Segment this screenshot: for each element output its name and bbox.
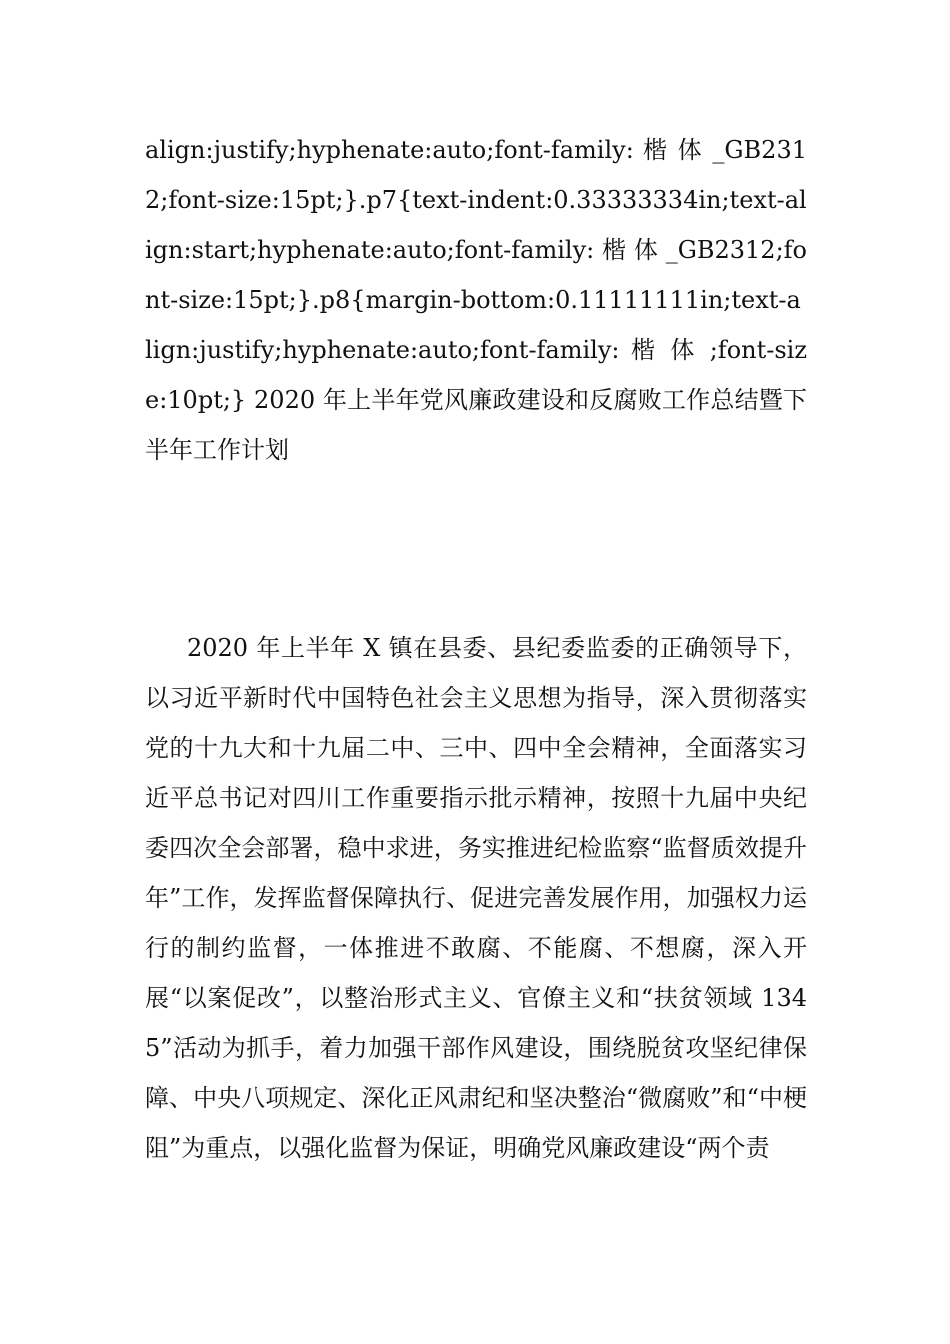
body-paragraph: 2020 年上半年 X 镇在县委、县纪委监委的正确领导下，以习近平新时代中国特色社会主义思想为指导，深入贯彻落实党的十九大和十九届二中、三中、四中全会精神，全面落实习近平总书记对四川工作重要指示批示精神，按照十九届中央纪委四次全会部署，稳中求进，务实推进纪检监察“监督质效提升年”工作，发挥监督保障执行、促进完善发展作用，加强权力运行的制约监督，一体推进不敢腐、不能腐、不想腐，深入开展“以案促改”，以整治形式主义、官僚主义和“扶贫领域 1345”活动为抓手，着力加强干部作风建设，围绕脱贫攻坚纪律保障、中央八项规定、深化正风肃纪和坚决整治“微腐败”和“中梗阻”为重点，以强化监督为保证，明确党风廉政建设“两个责: [145, 634, 807, 1162]
heading-paragraph: align:justify;hyphenate:auto;font-family: 楷 体 _GB2312;font-size:15pt;}.p7{text-indent:0.33333334in;text-align:start;hyphenate:auto;font-family: 楷 体 _GB2312;font-size:15pt;}.p8{margin-bottom:0.11111111in;text-align:justify;hyphenate:auto;font-family: 楷 体 ;font-size:10pt;} 2020 年上半年党风廉政建设和反腐败工作总结暨下半年工作计划: [145, 136, 807, 464]
